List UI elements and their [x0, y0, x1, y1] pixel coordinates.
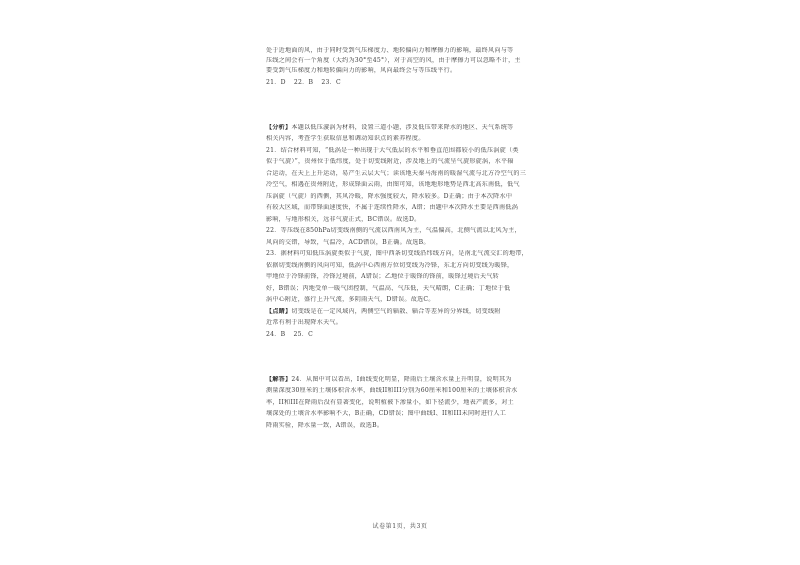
page-footer: 试卷第1页，共3页: [372, 523, 428, 530]
text-line: 23．据材料可知低压涡旋类似于气旋，图中西条切变线沿纬线方向，是南北气流交汇的地带，: [266, 250, 529, 257]
text-line: 近常有利于出现降水天气。: [266, 319, 343, 326]
text-line: 切变线是在一定风域内，两侧空气的辐散、辐合等差异的分界线，切变线附: [291, 308, 501, 315]
text-line: 冷空气，相遇在贵州附近，形成锋面云雨，由图可知，该地地形地势是西北高东南低，低气: [266, 181, 520, 188]
text-line: 风向的交错，导致，气温冷，ACD错误，B正确。故选B。: [266, 239, 430, 246]
text-line: 合运动，在天上上升运动，易产生云层大气；读该地天秦马海南的暖湿气流与北方冷空气的三: [266, 170, 527, 177]
text-line: 有较大区域，而带锋面速度快，不属于连续性降水，A错；由题中本次降水主要是西南低涡: [266, 204, 519, 211]
text-line: 涡中心附近，盛行上升气流，多阴雨天气，D错误。故选C。: [266, 296, 435, 303]
text-line: 似于气旋）”，贵州位于低纬度，处于切变线附近，涉及地上的气流呈气旋形旋涡，水平辐: [266, 158, 514, 165]
point-tag: 【点睛】: [266, 308, 292, 315]
text-line: 要受到气压梯度力和地转偏向力的影响，风向最终会与等压线平行。: [266, 67, 457, 74]
text-line: 降雨实验，降水量一致，A错误，故选B。: [266, 422, 384, 429]
text-line: 率，II和III在降雨后没有显著变化，说明植被下渗量小，如下径流少，地表产流多，对土: [266, 399, 515, 406]
point-paragraph: [266, 308, 556, 316]
text-line: 本题以低压漩涡为材料，设置三道小题，涉及低压带来降水的地区、天气系统等: [291, 124, 514, 131]
solution-tag: 【解答】: [266, 376, 292, 383]
text-line: 24．从图中可以看出，I曲线变化明显，降雨后土壤含水量上升明显，说明其为: [291, 376, 512, 383]
text-line: 影响，与地形相关，远非气旋正式，BC错误。故选D。: [266, 216, 421, 223]
text-line: 压线之间会有一个角度（大约为30°至45°），对于高空的风，由于摩擦力可以忽略不计，主: [266, 57, 521, 64]
text-line: 相关内容，考查学生获取信息和调动知识点的素养程度。: [266, 135, 425, 142]
text-line: 测量深度30厘米的土壤体积含水率，曲线II和III分别为60厘米和100厘米的土壤体积含水: [266, 387, 518, 394]
text-line: 依据切变线南侧的风向可知，低涡中心西南方位切变线为冷锋，东北方向切变线为暖锋，: [266, 262, 514, 269]
answer-line: 24．B 25．C: [266, 331, 314, 338]
solution-paragraph: [266, 376, 556, 384]
analysis-paragraph: [266, 124, 556, 132]
text-line: 甲地位于冷锋前锋，冷锋过境前，A错误；乙地位于暖锋的锋前，暖锋过境后天气转: [266, 273, 500, 280]
text-line: 好，B错误；丙地受单一暖气团控制，气温高、气压低，天气晴朗，C正确；丁地位于低: [266, 285, 511, 292]
text-line: 压涡旋（气旋）的西侧，其风冷暖，降水强度较大，降水较多。D正确；由于本次降水中: [266, 193, 513, 200]
text-line: 处于近地面的风，由于同时受到气压梯度力、地转偏向力和摩擦力的影响，最终风向与等: [266, 47, 514, 54]
text-line: 22．等压线在850hPa切变线南侧的气流以西南风为主，气温偏高，北侧气流以北风为主，: [266, 227, 521, 234]
analysis-tag: 【分析】: [266, 124, 292, 131]
text-line: 壤深处的土壤含水率影响不大，B正确，CD错误；图中曲线I、II和III未同时进行人工: [266, 410, 507, 417]
text-line: 21．结合材料可知，“低涡是一种出现于大气低层的水平和垂直范围都较小的低压涡旋（类: [266, 147, 519, 154]
answer-line: 21．D 22．B 23．C: [266, 79, 341, 86]
